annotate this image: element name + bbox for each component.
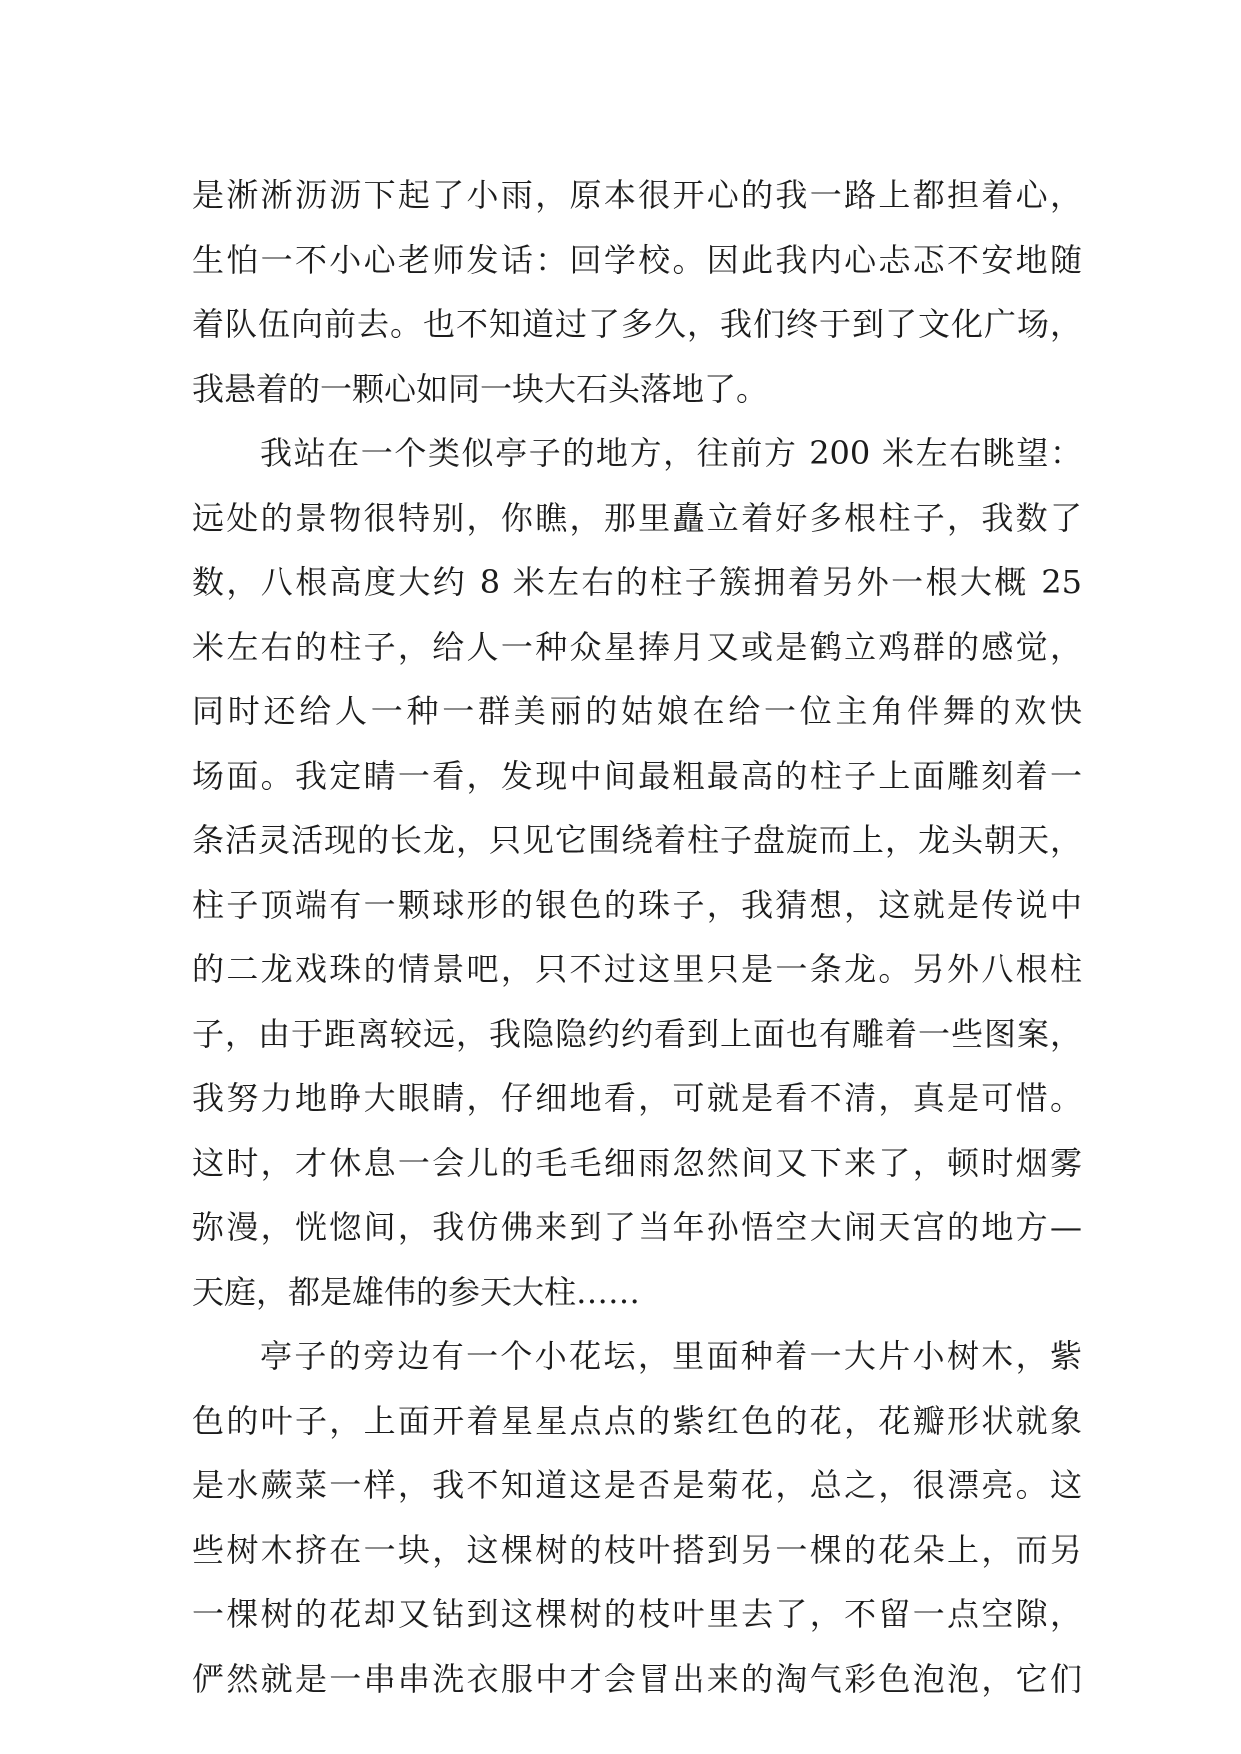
paragraph-2-line-6: 场面。我定睛一看，发现中间最粗最高的柱子上面雕刻着一: [192, 756, 1082, 795]
paragraph-3-line-5: 一棵树的花却又钻到这棵树的枝叶里去了，不留一点空隙，: [192, 1595, 1082, 1633]
paragraph-2-line-10: 子，由于距离较远，我隐隐约约看到上面也有雕着一些图案，: [192, 1014, 1082, 1053]
paragraph-1-line-4: 我悬着的一颗心如同一块大石头落地了。: [192, 369, 769, 408]
paragraph-2-line-9: 的二龙戏珠的情景吧，只不过这里只是一条龙。另外八根柱: [192, 950, 1082, 988]
paragraph-2-line-8: 柱子顶端有一颗球形的银色的珠子，我猜想，这就是传说中: [192, 885, 1082, 924]
paragraph-2-line-4: 米左右的柱子，给人一种众星捧月又或是鹤立鸡群的感觉，: [192, 627, 1082, 666]
paragraph-2-line-12: 这时，才休息一会儿的毛毛细雨忽然间又下来了，顿时烟雾: [192, 1143, 1082, 1182]
paragraph-3-line-1: 亭子的旁边有一个小花坛，里面种着一大片小树木，紫: [260, 1337, 1082, 1375]
paragraph-2-line-1: 我站在一个类似亭子的地方，往前方 200 米左右眺望：: [260, 434, 1082, 472]
paragraph-3-line-4: 些树木挤在一块，这棵树的枝叶搭到另一棵的花朵上，而另: [192, 1530, 1082, 1569]
paragraph-2-line-7: 条活灵活现的长龙，只见它围绕着柱子盘旋而上，龙头朝天，: [192, 821, 1082, 859]
paragraph-3-line-3: 是水蕨菜一样，我不知道这是否是菊花，总之，很漂亮。这: [192, 1466, 1082, 1504]
paragraph-2-line-13: 弥漫，恍惚间，我仿佛来到了当年孙悟空大闹天宫的地方—: [192, 1208, 1082, 1246]
paragraph-2-line-14: 天庭，都是雄伟的参天大柱……: [192, 1272, 641, 1311]
paragraph-3-line-2: 色的叶子，上面开着星星点点的紫红色的花，花瓣形状就象: [192, 1401, 1082, 1440]
paragraph-1-line-3: 着队伍向前去。也不知道过了多久，我们终于到了文化广场，: [192, 305, 1082, 343]
paragraph-1-line-2: 生怕一不小心老师发话：回学校。因此我内心忐忑不安地随: [192, 240, 1082, 279]
paragraph-1-line-1: 是淅淅沥沥下起了小雨，原本很开心的我一路上都担着心，: [192, 176, 1082, 214]
paragraph-2-line-3: 数，八根高度大约 8 米左右的柱子簇拥着另外一根大概 25: [192, 563, 1082, 601]
paragraph-3-line-6: 俨然就是一串串洗衣服中才会冒出来的淘气彩色泡泡，它们: [192, 1659, 1082, 1698]
document-body: [192, 163, 1082, 1711]
paragraph-2-line-11: 我努力地睁大眼睛，仔细地看，可就是看不清，真是可惜。: [192, 1079, 1082, 1117]
paragraph-2-line-5: 同时还给人一种一群美丽的姑娘在给一位主角伴舞的欢快: [192, 692, 1082, 730]
paragraph-2-line-2: 远处的景物很特别，你瞧，那里矗立着好多根柱子，我数了: [192, 498, 1082, 537]
